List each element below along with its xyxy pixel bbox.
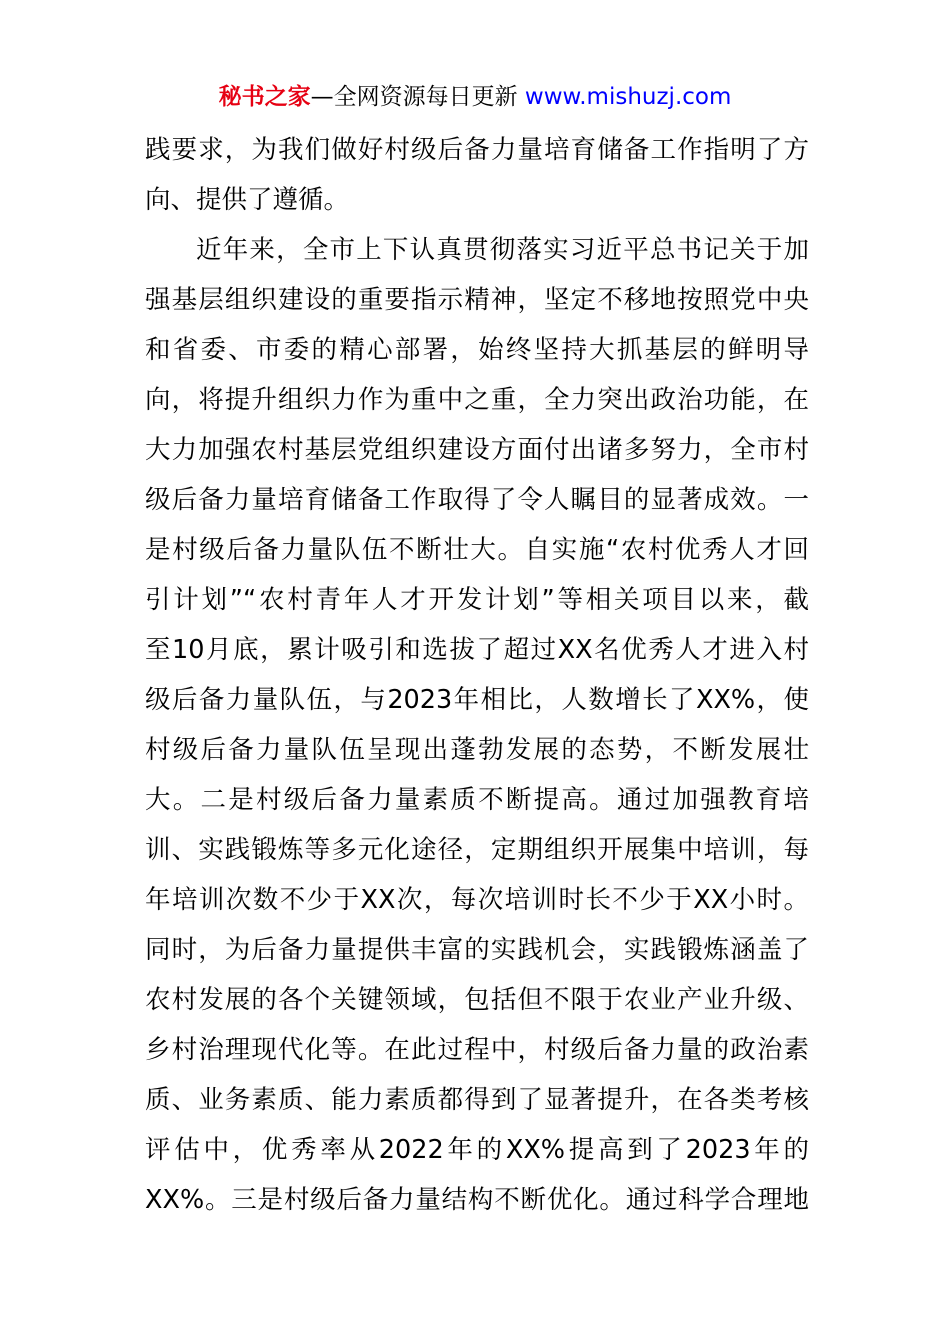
text-line: 农村发展的各个关键领域，包括但不限于农业产业升级、: [145, 985, 809, 1015]
text-line: 年培训次数不少于XX次，每次培训时长不少于XX小时。: [145, 885, 809, 915]
site-link[interactable]: www.mishuzj.com: [524, 84, 732, 110]
text-line: 村级后备力量队伍呈现出蓬勃发展的态势，不断发展壮: [145, 735, 809, 765]
text-line: 同时，为后备力量提供丰富的实践机会，实践锻炼涵盖了: [145, 935, 809, 965]
text-line: 是村级后备力量队伍不断壮大。自实施“农村优秀人才回: [145, 535, 809, 565]
text-line: 乡村治理现代化等。在此过程中，村级后备力量的政治素: [145, 1035, 809, 1065]
text-line: 级后备力量队伍，与2023年相比，人数增长了XX%，使: [145, 685, 809, 715]
text-line: 训、实践锻炼等多元化途径，定期组织开展集中培训，每: [145, 835, 809, 865]
text-line: 质、业务素质、能力素质都得到了显著提升，在各类考核: [145, 1085, 809, 1115]
text-line: 级后备力量培育储备工作取得了令人瞩目的显著成效。一: [145, 485, 809, 515]
text-line: 向，将提升组织力作为重中之重，全力突出政治功能，在: [145, 385, 809, 415]
header-slogan: —全网资源每日更新: [310, 84, 518, 110]
text-line: 大力加强农村基层党组织建设方面付出诸多努力，全市村: [145, 435, 809, 465]
text-line: 评估中，优秀率从2022年的XX%提高到了2023年的: [145, 1135, 809, 1165]
text-line: 和省委、市委的精心部署，始终坚持大抓基层的鲜明导: [145, 335, 809, 365]
text-line: 近年来，全市上下认真贯彻落实习近平总书记关于加: [196, 235, 809, 265]
brand-name: 秘书之家: [218, 84, 311, 110]
text-line: 引计划”“农村青年人才开发计划”等相关项目以来，截: [145, 585, 809, 615]
text-line: XX%。三是村级后备力量结构不断优化。通过科学合理地: [145, 1185, 809, 1215]
document-body: [145, 125, 809, 1225]
text-line: 大。二是村级后备力量素质不断提高。通过加强教育培: [145, 785, 809, 815]
text-line: 向、提供了遵循。: [145, 185, 350, 215]
text-line: 至10月底，累计吸引和选拔了超过XX名优秀人才进入村: [145, 635, 809, 665]
page-header: [0, 81, 950, 113]
text-line: 践要求，为我们做好村级后备力量培育储备工作指明了方: [145, 135, 809, 165]
text-line: 强基层组织建设的重要指示精神，坚定不移地按照党中央: [145, 285, 809, 315]
